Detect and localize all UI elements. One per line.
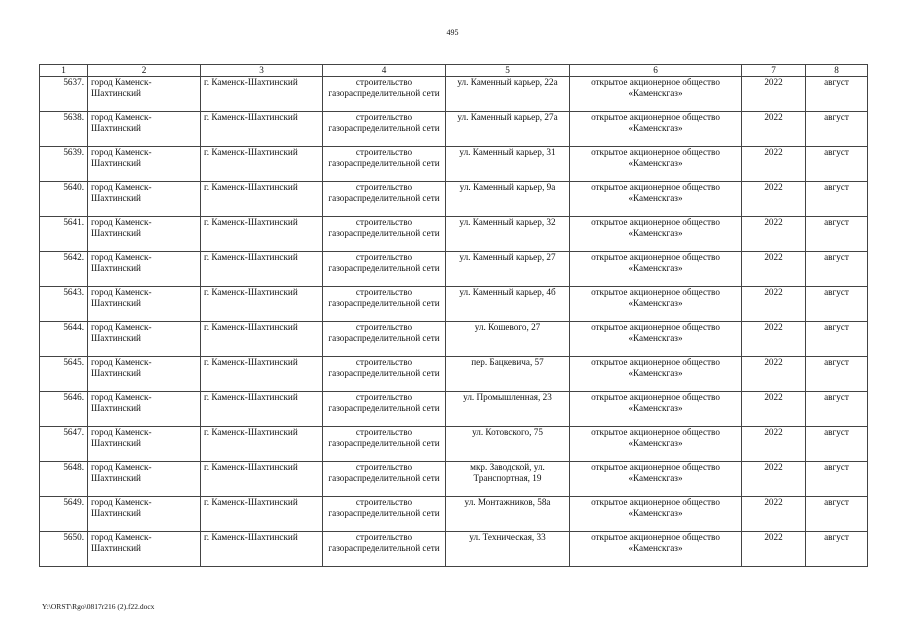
work-type-cell: строительство газораспределительной сети — [323, 217, 446, 252]
address-cell: ул. Техническая, 33 — [446, 532, 570, 567]
organization-cell: открытое акционерное общество «Каменскгаз» — [570, 287, 742, 322]
year-cell: 2022 — [742, 182, 806, 217]
year-cell: 2022 — [742, 427, 806, 462]
column-header: 6 — [570, 65, 742, 77]
month-cell: август — [806, 77, 868, 112]
district-cell: г. Каменск-Шахтинский — [201, 532, 323, 567]
organization-cell: открытое акционерное общество «Каменскгаз» — [570, 112, 742, 147]
address-cell: ул. Каменный карьер, 9а — [446, 182, 570, 217]
year-cell: 2022 — [742, 462, 806, 497]
column-header: 8 — [806, 65, 868, 77]
year-cell: 2022 — [742, 497, 806, 532]
address-cell: ул. Каменный карьер, 4б — [446, 287, 570, 322]
address-cell: мкр. Заводской, ул. Транспортная, 19 — [446, 462, 570, 497]
district-cell: г. Каменск-Шахтинский — [201, 392, 323, 427]
city-cell: город Каменск-Шахтинский — [88, 427, 201, 462]
row-number-cell: 5643. — [40, 287, 88, 322]
work-type-cell: строительство газораспределительной сети — [323, 322, 446, 357]
district-cell: г. Каменск-Шахтинский — [201, 252, 323, 287]
month-cell: август — [806, 427, 868, 462]
district-cell: г. Каменск-Шахтинский — [201, 182, 323, 217]
organization-cell: открытое акционерное общество «Каменскгаз» — [570, 462, 742, 497]
month-cell: август — [806, 287, 868, 322]
year-cell: 2022 — [742, 77, 806, 112]
work-type-cell: строительство газораспределительной сети — [323, 182, 446, 217]
header-row — [40, 65, 868, 77]
work-type-cell: строительство газораспределительной сети — [323, 462, 446, 497]
table-row — [40, 462, 868, 497]
work-type-cell: строительство газораспределительной сети — [323, 392, 446, 427]
column-header: 2 — [88, 65, 201, 77]
organization-cell: открытое акционерное общество «Каменскгаз» — [570, 532, 742, 567]
district-cell: г. Каменск-Шахтинский — [201, 357, 323, 392]
organization-cell: открытое акционерное общество «Каменскгаз» — [570, 147, 742, 182]
month-cell: август — [806, 392, 868, 427]
address-cell: ул. Каменный карьер, 31 — [446, 147, 570, 182]
year-cell: 2022 — [742, 147, 806, 182]
city-cell: город Каменск-Шахтинский — [88, 252, 201, 287]
row-number-cell: 5647. — [40, 427, 88, 462]
month-cell: август — [806, 532, 868, 567]
year-cell: 2022 — [742, 112, 806, 147]
row-number-cell: 5650. — [40, 532, 88, 567]
table-row — [40, 147, 868, 182]
work-type-cell: строительство газораспределительной сети — [323, 252, 446, 287]
year-cell: 2022 — [742, 392, 806, 427]
work-type-cell: строительство газораспределительной сети — [323, 357, 446, 392]
page-number: 495 — [446, 28, 459, 37]
row-number-cell: 5646. — [40, 392, 88, 427]
city-cell: город Каменск-Шахтинский — [88, 532, 201, 567]
organization-cell: открытое акционерное общество «Каменскгаз» — [570, 392, 742, 427]
row-number-cell: 5641. — [40, 217, 88, 252]
district-cell: г. Каменск-Шахтинский — [201, 147, 323, 182]
column-header: 5 — [446, 65, 570, 77]
row-number-cell: 5645. — [40, 357, 88, 392]
column-header: 1 — [40, 65, 88, 77]
month-cell: август — [806, 252, 868, 287]
address-cell: ул. Кошевого, 27 — [446, 322, 570, 357]
work-type-cell: строительство газораспределительной сети — [323, 147, 446, 182]
table-row — [40, 77, 868, 112]
address-cell: ул. Котовского, 75 — [446, 427, 570, 462]
city-cell: город Каменск-Шахтинский — [88, 182, 201, 217]
district-cell: г. Каменск-Шахтинский — [201, 462, 323, 497]
organization-cell: открытое акционерное общество «Каменскгаз» — [570, 182, 742, 217]
table-row — [40, 392, 868, 427]
address-cell: ул. Каменный карьер, 22а — [446, 77, 570, 112]
table-row — [40, 217, 868, 252]
district-cell: г. Каменск-Шахтинский — [201, 287, 323, 322]
column-header: 3 — [201, 65, 323, 77]
registry-table — [39, 64, 868, 567]
row-number-cell: 5640. — [40, 182, 88, 217]
work-type-cell: строительство газораспределительной сети — [323, 532, 446, 567]
district-cell: г. Каменск-Шахтинский — [201, 497, 323, 532]
table-row — [40, 322, 868, 357]
table-row — [40, 497, 868, 532]
row-number-cell: 5637. — [40, 77, 88, 112]
work-type-cell: строительство газораспределительной сети — [323, 112, 446, 147]
address-cell: ул. Монтажников, 58а — [446, 497, 570, 532]
district-cell: г. Каменск-Шахтинский — [201, 217, 323, 252]
address-cell: ул. Каменный карьер, 27 — [446, 252, 570, 287]
city-cell: город Каменск-Шахтинский — [88, 357, 201, 392]
row-number-cell: 5649. — [40, 497, 88, 532]
address-cell: ул. Каменный карьер, 27а — [446, 112, 570, 147]
organization-cell: открытое акционерное общество «Каменскгаз» — [570, 497, 742, 532]
table-row — [40, 112, 868, 147]
organization-cell: открытое акционерное общество «Каменскгаз» — [570, 217, 742, 252]
address-cell: ул. Промышленная, 23 — [446, 392, 570, 427]
table-row — [40, 532, 868, 567]
work-type-cell: строительство газораспределительной сети — [323, 77, 446, 112]
work-type-cell: строительство газораспределительной сети — [323, 287, 446, 322]
table-row — [40, 182, 868, 217]
file-path-footer: Y:\ORST\Rgo\0817r216 (2).f22.docx — [42, 602, 155, 611]
month-cell: август — [806, 322, 868, 357]
organization-cell: открытое акционерное общество «Каменскгаз» — [570, 357, 742, 392]
month-cell: август — [806, 182, 868, 217]
month-cell: август — [806, 497, 868, 532]
table-row — [40, 252, 868, 287]
table-header — [40, 65, 868, 77]
city-cell: город Каменск-Шахтинский — [88, 497, 201, 532]
city-cell: город Каменск-Шахтинский — [88, 77, 201, 112]
city-cell: город Каменск-Шахтинский — [88, 217, 201, 252]
district-cell: г. Каменск-Шахтинский — [201, 427, 323, 462]
table-body — [40, 77, 868, 567]
organization-cell: открытое акционерное общество «Каменскгаз» — [570, 252, 742, 287]
organization-cell: открытое акционерное общество «Каменскгаз» — [570, 322, 742, 357]
column-header: 4 — [323, 65, 446, 77]
organization-cell: открытое акционерное общество «Каменскгаз» — [570, 427, 742, 462]
table-row — [40, 427, 868, 462]
district-cell: г. Каменск-Шахтинский — [201, 112, 323, 147]
address-cell: ул. Каменный карьер, 32 — [446, 217, 570, 252]
row-number-cell: 5648. — [40, 462, 88, 497]
row-number-cell: 5638. — [40, 112, 88, 147]
month-cell: август — [806, 357, 868, 392]
year-cell: 2022 — [742, 217, 806, 252]
year-cell: 2022 — [742, 532, 806, 567]
table-row — [40, 287, 868, 322]
organization-cell: открытое акционерное общество «Каменскгаз» — [570, 77, 742, 112]
year-cell: 2022 — [742, 322, 806, 357]
district-cell: г. Каменск-Шахтинский — [201, 77, 323, 112]
column-header: 7 — [742, 65, 806, 77]
district-cell: г. Каменск-Шахтинский — [201, 322, 323, 357]
row-number-cell: 5644. — [40, 322, 88, 357]
year-cell: 2022 — [742, 357, 806, 392]
city-cell: город Каменск-Шахтинский — [88, 322, 201, 357]
row-number-cell: 5639. — [40, 147, 88, 182]
year-cell: 2022 — [742, 287, 806, 322]
month-cell: август — [806, 147, 868, 182]
city-cell: город Каменск-Шахтинский — [88, 287, 201, 322]
year-cell: 2022 — [742, 252, 806, 287]
city-cell: город Каменск-Шахтинский — [88, 392, 201, 427]
city-cell: город Каменск-Шахтинский — [88, 147, 201, 182]
address-cell: пер. Бацкевича, 57 — [446, 357, 570, 392]
city-cell: город Каменск-Шахтинский — [88, 112, 201, 147]
month-cell: август — [806, 462, 868, 497]
work-type-cell: строительство газораспределительной сети — [323, 497, 446, 532]
work-type-cell: строительство газораспределительной сети — [323, 427, 446, 462]
city-cell: город Каменск-Шахтинский — [88, 462, 201, 497]
table-row — [40, 357, 868, 392]
month-cell: август — [806, 217, 868, 252]
row-number-cell: 5642. — [40, 252, 88, 287]
month-cell: август — [806, 112, 868, 147]
